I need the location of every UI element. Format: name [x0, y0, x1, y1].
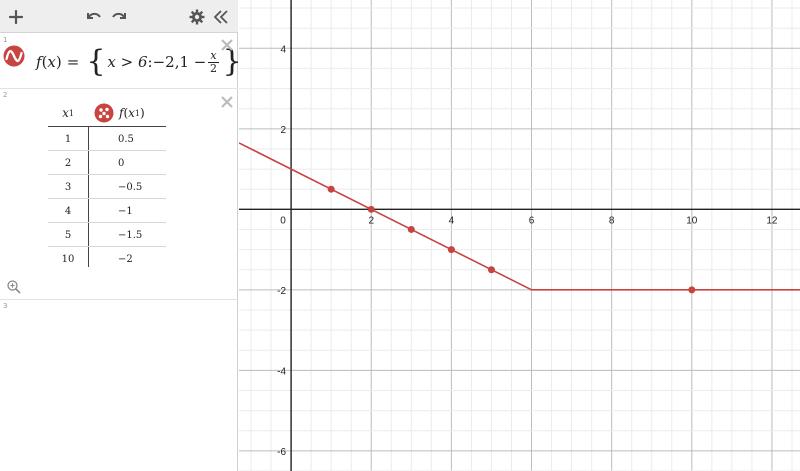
plus-icon[interactable] — [5, 6, 27, 28]
expression-separator — [0, 88, 238, 89]
expression-2-gutter[interactable] — [0, 89, 27, 299]
fraction-numerator: x — [210, 48, 217, 62]
expression-3-number: 3 — [3, 302, 8, 310]
graph-svg[interactable] — [239, 0, 800, 471]
table-header-f[interactable]: f ( x 1 ) — [88, 100, 166, 126]
table-cell-x[interactable]: 10 — [61, 253, 75, 265]
table-row — [48, 127, 166, 151]
table-point — [488, 266, 495, 273]
piecewise-colon: : — [147, 53, 153, 71]
header-x-subscript: 1 — [68, 108, 74, 118]
piecewise-true-value: −2 — [152, 53, 175, 71]
x-tick-label: 2 — [368, 215, 375, 227]
delete-expression-1-icon[interactable] — [220, 37, 234, 51]
right-brace: } — [222, 44, 242, 79]
desmos-graph-icon[interactable] — [3, 45, 25, 67]
fraction-denominator: 2 — [210, 61, 217, 75]
x-tick-label: 4 — [448, 215, 455, 227]
piecewise-comma: , — [174, 53, 180, 71]
equals-sign: = — [66, 53, 80, 71]
double-chevron-left-icon[interactable] — [210, 6, 232, 28]
table-cell-y[interactable]: 0 — [118, 157, 125, 169]
header-f-arg: x — [128, 106, 135, 120]
x-tick-label: 8 — [608, 215, 615, 227]
table-row — [48, 247, 166, 271]
expression-list-panel — [0, 0, 242, 471]
table-point — [328, 186, 335, 193]
header-x-var: x — [62, 106, 69, 120]
y-tick-label: 4 — [280, 44, 287, 56]
table-cell-x[interactable]: 2 — [64, 157, 72, 169]
redo-icon[interactable] — [108, 6, 130, 28]
x-tick-label: 12 — [766, 215, 778, 227]
undo-icon[interactable] — [83, 6, 105, 28]
table-point — [688, 286, 695, 293]
header-f-subscript: 1 — [134, 108, 141, 118]
left-brace: { — [86, 44, 106, 79]
table-cell-y[interactable]: 0.5 — [118, 133, 134, 145]
table-cell-y[interactable]: −0.5 — [118, 181, 143, 193]
delete-expression-2-icon[interactable] — [220, 94, 234, 108]
table-cell-y[interactable]: −2 — [118, 253, 133, 265]
table-cell-y[interactable]: −1.5 — [118, 229, 143, 241]
expression-2-number: 2 — [3, 91, 8, 99]
table-point — [368, 206, 375, 213]
y-tick-label: -4 — [277, 366, 287, 378]
table-points-icon[interactable] — [94, 103, 114, 123]
table-point — [448, 246, 455, 253]
expression-1-formula[interactable]: f ( x ) = { x > 6 : −2 , 1 − $\frac{x}{2}$ } — [36, 44, 242, 79]
function-name: f — [36, 53, 42, 71]
table-row — [48, 151, 166, 175]
header-f-name: f — [119, 106, 124, 120]
table-point — [408, 226, 415, 233]
fraction — [208, 50, 218, 75]
table-cell-y[interactable]: −1 — [118, 205, 133, 217]
x-tick-label: 0 — [280, 215, 286, 227]
graph-canvas[interactable] — [239, 0, 800, 471]
function-arg: x — [47, 53, 56, 71]
table-cell-x[interactable]: 3 — [64, 181, 72, 193]
table-row — [48, 199, 166, 223]
table-header-x[interactable] — [48, 100, 88, 126]
expression-1-number: 1 — [3, 36, 8, 44]
y-tick-label: -2 — [277, 285, 287, 297]
x-tick-label: 6 — [528, 215, 535, 227]
empty-expression-input[interactable] — [27, 300, 238, 340]
piecewise-false-prefix: 1 − — [179, 53, 207, 71]
expression-toolbar — [0, 0, 238, 33]
y-tick-label: 2 — [280, 124, 287, 136]
y-tick-label: -6 — [277, 446, 287, 458]
zoom-in-icon[interactable] — [6, 279, 22, 295]
gear-icon[interactable] — [186, 6, 208, 28]
table-row — [48, 223, 166, 247]
x-tick-label: 10 — [686, 215, 698, 227]
table-cell-x[interactable]: 4 — [64, 205, 72, 217]
piecewise-condition: x > 6 — [107, 53, 148, 71]
table-cell-x[interactable]: 1 — [64, 133, 72, 145]
table-cell-x[interactable]: 5 — [64, 229, 72, 241]
table-row — [48, 175, 166, 199]
